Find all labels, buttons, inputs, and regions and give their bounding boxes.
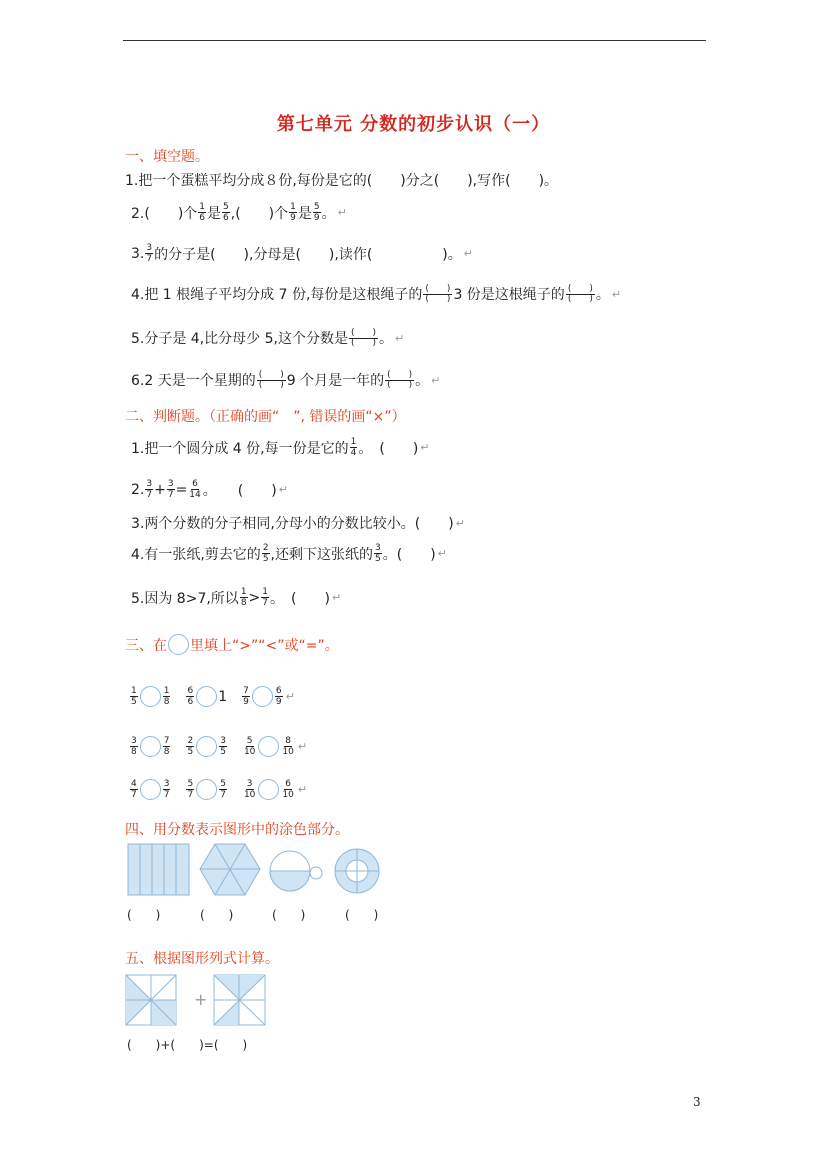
s1-q5: 5.分子是 4,比分母少 5,这个分数是 ( ) ( ) 。 ↵ xyxy=(131,327,405,348)
compare-item: 3 8 7 8 xyxy=(131,736,170,757)
s1-q6: 6.2 天是一个星期的 ( ) ( ) 9 个月是一年的 ( ) ( ) 。 ↵ xyxy=(131,369,441,390)
striped-rectangle-figure xyxy=(128,844,189,895)
section5-heading: 五、根据图形列式计算。 xyxy=(125,951,279,967)
square-figures xyxy=(125,974,270,1028)
compare-circle[interactable] xyxy=(140,736,161,757)
shaded-figures xyxy=(127,843,387,899)
target-circle-figure xyxy=(335,849,379,893)
s2-q5: 5.因为 8>7,所以 1 8 > 1 7 。 ( ) ↵ xyxy=(131,587,342,608)
fraction: 3 7 xyxy=(146,479,153,500)
blank-fraction: ( ) ( ) xyxy=(350,327,377,348)
fraction: 1 8 xyxy=(240,587,247,608)
compare-item: 3 10 6 10 ↵ xyxy=(243,779,308,800)
compare-row xyxy=(129,736,321,757)
calc-expression[interactable]: ( )+( )=( ) xyxy=(127,1038,248,1052)
fraction: 1 9 xyxy=(290,202,296,223)
header-rule xyxy=(123,40,706,41)
compare-circle[interactable] xyxy=(258,779,279,800)
fraction: 1 4 xyxy=(350,437,357,458)
fraction: 1 7 xyxy=(262,587,269,608)
blank-fraction: ( ) ( ) xyxy=(425,283,451,304)
s2-q3: 3.两个分数的分子相同,分母小的分数比较小。( ) ↵ xyxy=(131,516,465,532)
blank-circle-icon xyxy=(168,634,189,655)
fraction: 2 5 xyxy=(262,543,269,564)
hexagon-figure xyxy=(200,844,260,895)
plus-sign: + xyxy=(194,990,208,1009)
blank-fraction: ( ) ( ) xyxy=(387,369,413,390)
s2-q2: 2. 3 7 + $\frac{3}{7}$ = $\frac{6}{14}$ 。 ( ) ↵ xyxy=(131,479,288,500)
half-circle-figure xyxy=(270,851,322,891)
compare-item: 6 6 1 xyxy=(187,686,228,707)
section2-heading: 二、判断题。（正确的画“ ”, 错误的画“×”） xyxy=(125,409,406,425)
page-title: 第七单元 分数的初步认识（一） xyxy=(276,114,551,135)
compare-item: 5 7 5 7 xyxy=(187,779,226,800)
compare-item: 7 9 6 9 ↵ xyxy=(243,686,295,707)
section4-heading: 四、用分数表示图形中的涂色部分。 xyxy=(125,822,349,838)
s1-q2: 2.( )个 1 6 是 5 6 ,( )个 1 9 是 5 9 。 ↵ xyxy=(131,202,347,223)
s2-q4: 4.有一张纸,剪去它的 2 5 ,还剩下这张纸的 3 5 。( ) ↵ xyxy=(131,543,447,564)
s1-q4: 4.把 1 根绳子平均分成 7 份,每份是这根绳子的 ( ) ( ) 3 份是这根绳子的 ( ) ( ) 。 ↵ xyxy=(131,283,622,304)
compare-circle[interactable] xyxy=(196,779,217,800)
compare-item: 4 7 3 7 xyxy=(131,779,170,800)
blank-fraction: ( ) ( ) xyxy=(258,369,284,390)
blank-fraction: ( ) ( ) xyxy=(567,283,593,304)
answer-blank[interactable]: ( ) xyxy=(272,908,306,922)
compare-row xyxy=(129,779,321,800)
s1-q3: 3. 3 7 的分子是( ),分母是( ),读作( )。 ↵ xyxy=(131,243,473,264)
fraction: 3 5 xyxy=(375,543,381,564)
s2-q1: 1.把一个圆分成 4 份,每一份是它的 1 4 。 ( ) ↵ xyxy=(131,437,430,458)
compare-circle[interactable] xyxy=(140,686,161,707)
right-square-figure xyxy=(214,975,265,1025)
compare-item: 5 10 8 10 ↵ xyxy=(243,736,308,757)
fraction: 1 6 xyxy=(199,202,206,223)
fraction: $\frac{3}{7}$ xyxy=(167,479,174,500)
section1-heading: 一、填空题。 xyxy=(125,149,209,165)
fraction: $\frac{6}{14}$ xyxy=(189,479,201,500)
compare-circle[interactable] xyxy=(258,736,279,757)
answer-blank[interactable]: ( ) xyxy=(200,908,234,922)
compare-circle[interactable] xyxy=(196,736,217,757)
fraction: 5 9 xyxy=(313,202,320,223)
fraction: 5 6 xyxy=(223,202,229,223)
compare-item: 1 5 1 8 xyxy=(131,686,170,707)
page-number: 3 xyxy=(693,1095,701,1109)
compare-circle[interactable] xyxy=(196,686,217,707)
section3-heading: 三、在 里填上“>”“<”或“=”。 xyxy=(125,634,339,655)
left-square-figure xyxy=(126,975,176,1025)
compare-circle[interactable] xyxy=(140,779,161,800)
compare-row xyxy=(129,686,309,707)
answer-blank[interactable]: ( ) xyxy=(345,908,379,922)
compare-circle[interactable] xyxy=(252,686,273,707)
answer-blank[interactable]: ( ) xyxy=(127,908,161,922)
compare-item: 2 5 3 5 xyxy=(187,736,226,757)
fraction: 3 7 xyxy=(146,243,153,264)
s1-q1: 1.把一个蛋糕平均分成８份,每份是它的( )分之( ),写作( )。 xyxy=(125,173,559,189)
